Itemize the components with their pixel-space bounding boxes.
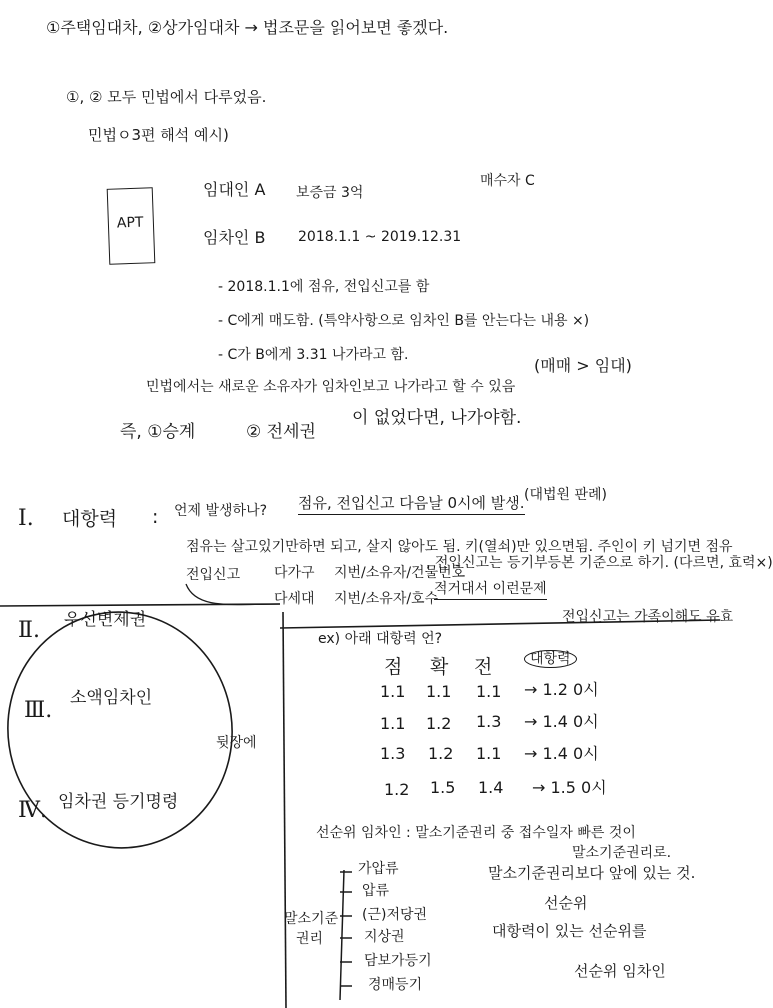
section1-title: 대항력 (62, 508, 118, 530)
priority-explain-senior-tenant: 선순위 임차인 (574, 962, 666, 980)
section1-occupancy-note: 점유는 살고있기만하면 되고, 살지 않아도 됨. 키(열쇠)만 있으면됨. 주인이 키 넘기면 점유 (186, 539, 733, 555)
bullet-occupancy: - 2018.1.1에 점유, 전입신고를 함 (218, 279, 430, 295)
exercise-row-3-col2: 1.2 (428, 744, 454, 763)
section1-multifamily-detail: 지번/소유자/건물번호 (334, 565, 466, 581)
exercise-row-4-col1: 1.2 (384, 780, 410, 799)
exercise-row-2-result: → 1.4 0시 (524, 712, 599, 731)
exercise-row-4-col2: 1.5 (430, 778, 456, 797)
section1-multiunit-detail: 지번/소유자/호수 (334, 591, 439, 607)
conclusion-jeonse: ② 전세권 (246, 422, 316, 442)
priority-list-label: 말소기준 (284, 911, 339, 927)
priority-item-security-provisional: 담보가등기 (364, 953, 432, 969)
exercise-row-2-col2: 1.2 (426, 714, 452, 733)
exercise-row-3-col3: 1.1 (476, 744, 502, 763)
exercise-header-fixed-date: 확 (430, 656, 449, 678)
exercise-row-2-col3: 1.3 (476, 712, 502, 731)
bullet-evict: - C가 B에게 3.31 나가라고 함. (218, 347, 409, 363)
priority-item-auction-registry: 경매등기 (368, 977, 423, 993)
exercise-row-3-result: → 1.4 0시 (524, 744, 599, 763)
priority-item-mortgage: (근)저당권 (362, 907, 428, 923)
interpretation-note: 민법ㅇ3편 해석 예시) (88, 126, 229, 144)
conclusion-leave: 이 없었다면, 나가야함. (352, 408, 522, 428)
section1-family-note: 전입신고는 가족이해도 유효 (562, 609, 734, 625)
bullet-sale: - C에게 매도함. (특약사항으로 임차인 B를 안는다는 내용 ×) (218, 313, 590, 329)
civil-law-statement: 민법에서는 새로운 소유자가 임차인보고 나가라고 할 수 있음 (146, 379, 516, 395)
side-note: 뒷장에 (216, 735, 257, 751)
exercise-row-1-col3: 1.1 (476, 682, 502, 701)
buyer-label: 매수자 C (480, 173, 535, 189)
section4-numeral: Ⅳ. (18, 798, 47, 823)
priority-item-superficies: 지상권 (364, 929, 405, 945)
section1-question: 언제 발생하나? (174, 503, 268, 519)
section2-numeral: Ⅱ. (18, 618, 40, 643)
exercise-row-1-col2: 1.1 (426, 682, 452, 701)
priority-explain-before: 말소기준권리보다 앞에 있는 것. (488, 864, 696, 882)
section1-colon: : (152, 506, 159, 528)
section1-multifamily: 다가구 (274, 565, 315, 581)
section1-ref: (대법원 판례) (524, 487, 607, 503)
exercise-header-occupancy: 점 (384, 656, 403, 678)
civil-law-note: ①, ② 모두 민법에서 다루었음. (66, 88, 267, 106)
section1-multiunit: 다세대 (274, 591, 315, 607)
section3-numeral: Ⅲ. (24, 698, 53, 723)
period-label: 2018.1.1 ~ 2019.12.31 (298, 229, 462, 245)
section1-answer-text: 점유, 전입신고 다음날 0시에 발생. (298, 494, 525, 515)
section2-title: 우선변제권 (64, 610, 147, 630)
exercise-row-2-col1: 1.1 (380, 714, 406, 733)
priority-item-provisional-seizure: 가압류 (358, 861, 399, 877)
priority-subtitle: 말소기준권리로. (572, 845, 672, 861)
exercise-header-registration: 전 (474, 656, 493, 678)
header-note: ①주택임대차, ②상가임대차 → 법조문을 읽어보면 좋겠다. (46, 18, 449, 37)
exercise-row-1-result: → 1.2 0시 (524, 680, 599, 699)
section1-issue-text: 적거대서 이런문제 (434, 581, 547, 600)
section1-registry-rule: , 전입신고는 등기부등본 기준으로 하기. (다르면, 효력×) (426, 555, 773, 571)
priority-item-seizure: 압류 (362, 883, 390, 899)
section1-numeral: Ⅰ. (18, 506, 34, 531)
deposit-label: 보증금 3억 (296, 185, 364, 201)
tenant-label: 임차인 B (203, 228, 266, 247)
priority-explain-senior: 선순위 (544, 894, 588, 912)
civil-law-paren: (매매 > 임대) (534, 356, 632, 375)
exercise-row-3-col1: 1.3 (380, 744, 406, 763)
priority-list-label-2: 권리 (296, 931, 324, 947)
exercise-header-result: 대항력 (524, 650, 577, 668)
section3-title: 소액임차인 (70, 688, 153, 708)
section1-registration-label: 전입신고 (186, 567, 241, 583)
landlord-label: 임대인 A (203, 180, 266, 199)
apt-label: APT (116, 214, 144, 232)
exercise-title: ex) 아래 대항력 언? (318, 631, 443, 647)
exercise-row-4-result: → 1.5 0시 (532, 778, 607, 797)
priority-title: 선순위 임차인 : 말소기준권리 중 접수일자 빠른 것이 (316, 825, 636, 841)
exercise-row-4-col3: 1.4 (478, 778, 504, 797)
exercise-row-1-col1: 1.1 (380, 682, 406, 701)
conclusion-succession: 즉, ①승계 (120, 422, 196, 442)
priority-explain-opposable: 대항력이 있는 선순위를 (492, 922, 647, 940)
section4-title: 임차권 등기명령 (58, 792, 179, 812)
